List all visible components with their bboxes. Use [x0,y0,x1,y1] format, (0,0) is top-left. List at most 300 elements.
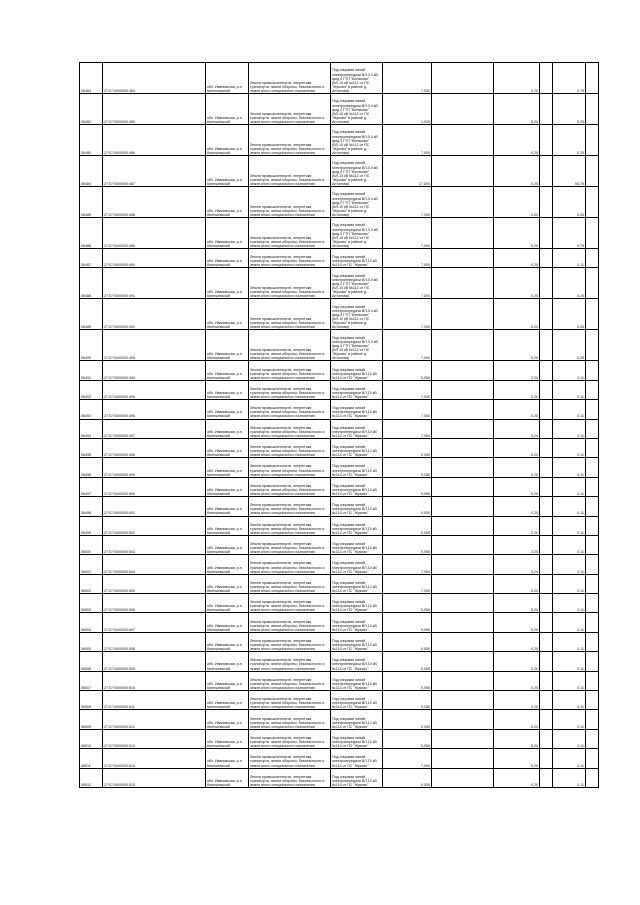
cadastral-number-cell: 27:07:0000000:488 [103,187,206,218]
blank-cell [540,419,553,438]
length-cell: 0,25 [553,94,586,125]
land-category-cell: Земли промышленности, энергетики, транспорта, земли обороны, безопасности и земли иного специального назначения [249,691,331,710]
parcel-number-cell: 06495 [80,438,103,457]
length-cell: 0,11 [553,710,586,729]
cadastral-number-cell: 27:07:0000000:495 [103,380,206,399]
address-cell: обл. Ивановская, р-н Кинешемский [206,632,249,651]
cadastral-number-cell: 27:07:0000000:509 [103,652,206,671]
area-cell: 0,050 [383,594,432,613]
cadastral-number-cell: 27:07:0000000:492 [103,299,206,330]
length-cell: 0,11 [553,671,586,690]
parcel-number-cell: 06499 [80,516,103,535]
parcel-number-cell: 06484 [80,63,103,94]
blank-cell [432,249,494,268]
blank-cell [586,652,599,671]
address-cell: обл. Ивановская, р-н Кинешемский [206,749,249,768]
blank-cell [540,187,553,218]
area-cell: 0,050 [383,671,432,690]
parcel-number-cell: 06497 [80,477,103,496]
cadastral-number-cell: 27:07:0000000:510 [103,671,206,690]
blank-cell [586,187,599,218]
address-cell: обл. Ивановская, р-н Кинешемский [206,419,249,438]
width-cell: 0,20 [494,652,540,671]
table-row [80,419,599,438]
parcel-number-cell: 06503 [80,594,103,613]
cadastral-number-cell: 27:07:0000000:500 [103,477,206,496]
length-cell: 0,11 [553,535,586,554]
area-cell: 7,000 [383,125,432,156]
address-cell: обл. Ивановская, р-н Кинешемский [206,613,249,632]
table-row [80,477,599,496]
width-cell: 0,20 [494,768,540,787]
length-cell: 0,11 [553,249,586,268]
land-category-cell: Земли промышленности, энергетики, транспорта, земли обороны, безопасности и земли иного специального назначения [249,400,331,419]
area-cell: 7,000 [383,749,432,768]
parcel-number-cell: 06494 [80,419,103,438]
blank-cell [540,156,553,187]
address-cell: обл. Ивановская, р-н Кинешемский [206,594,249,613]
parcel-number-cell: 06511 [80,749,103,768]
blank-cell [540,125,553,156]
land-category-cell: Земли промышленности, энергетики, транспорта, земли обороны, безопасности и земли иного специального назначения [249,477,331,496]
width-cell: 0,20 [494,419,540,438]
length-cell: 0,11 [553,477,586,496]
width-cell: 0,20 [494,380,540,399]
length-cell: 0,11 [553,594,586,613]
table-row [80,729,599,748]
parcel-number-cell: 06498 [80,497,103,516]
parcel-number-cell: 06510 [80,729,103,748]
blank-cell [540,299,553,330]
width-cell: 0,20 [494,729,540,748]
address-cell: обл. Ивановская, р-н Кинешемский [206,156,249,187]
object-description-cell: Под опорами линий электропередачи ВЛ-0,4 кВ фид.4 ГТП "Беляково" (ВЛ-10 кВ №112 от ПС "Жуково" в районе д. Антонова) [331,63,383,94]
area-cell: 0,050 [383,497,432,516]
table-body [80,63,599,788]
land-category-cell: Земли промышленности, энергетики, транспорта, земли обороны, безопасности и земли иного специального назначения [249,63,331,94]
blank-cell [586,710,599,729]
object-description-cell: Под опорами линий электропередачи ВЛ-10 кВ №114 от ПС "Жуково" [331,613,383,632]
land-category-cell: Земли промышленности, энергетики, транспорта, земли обороны, безопасности и земли иного специального назначения [249,249,331,268]
area-cell: 7,000 [383,218,432,249]
cadastral-number-cell: 27:07:0000000:508 [103,632,206,651]
blank-cell [586,299,599,330]
width-cell: 0,20 [494,63,540,94]
width-cell: 0,20 [494,555,540,574]
blank-cell [586,94,599,125]
blank-cell [540,535,553,554]
table-row [80,458,599,477]
land-category-cell: Земли промышленности, энергетики, транспорта, земли обороны, безопасности и земли иного специального назначения [249,768,331,787]
cadastral-number-cell: 27:07:0000000:515 [103,768,206,787]
length-cell: 54,75 [553,156,586,187]
address-cell: обл. Ивановская, р-н Кинешемский [206,710,249,729]
land-category-cell: Земли промышленности, энергетики, транспорта, земли обороны, безопасности и земли иного специального назначения [249,458,331,477]
object-description-cell: Под опорами линий электропередачи ВЛ-0,4 кВ фид.4 ГТП "Беляково" (ВЛ-10 кВ №112 от ПС "Жуково" в районе д. Антонова) [331,330,383,361]
width-cell: 0,20 [494,594,540,613]
parcel-number-cell: 06504 [80,613,103,632]
cadastral-number-cell: 27:07:0000000:507 [103,613,206,632]
blank-cell [540,768,553,787]
address-cell: обл. Ивановская, р-н Кинешемский [206,555,249,574]
land-category-cell: Земли промышленности, энергетики, транспорта, земли обороны, безопасности и земли иного специального назначения [249,156,331,187]
land-category-cell: Земли промышленности, энергетики, транспорта, земли обороны, безопасности и земли иного специального назначения [249,574,331,593]
land-register-table [79,62,599,788]
blank-cell [586,458,599,477]
object-description-cell: Под опорами линий электропередачи ВЛ-10 кВ №114 от ПС "Жуково" [331,458,383,477]
parcel-number-cell: 06491 [80,361,103,380]
blank-cell [432,94,494,125]
table-row [80,187,599,218]
object-description-cell: Под опорами линий электропередачи ВЛ-10 кВ №114 от ПС "Жуково" [331,400,383,419]
table-row [80,516,599,535]
blank-cell [540,63,553,94]
parcel-number-cell: 06488 [80,268,103,299]
length-cell: 0,11 [553,361,586,380]
cadastral-number-cell: 27:07:0000000:484 [103,63,206,94]
area-cell: 7,000 [383,380,432,399]
table-row [80,613,599,632]
blank-cell [540,361,553,380]
land-category-cell: Земли промышленности, энергетики, транспорта, земли обороны, безопасности и земли иного специального назначения [249,94,331,125]
object-description-cell: Под опорами линий электропередачи ВЛ-0,4 кВ фид.2 ГТП "Беляково" (ВЛ-10 кВ №112 от ПС "Жуково" в районе д. Антонова) [331,94,383,125]
area-cell: 7,000 [383,249,432,268]
parcel-number-cell: 06489 [80,299,103,330]
object-description-cell: Под опорами линий электропередачи ВЛ-10 кВ №114 от ПС "Жуково" [331,710,383,729]
object-description-cell: Под опорами линий электропередачи ВЛ-10 кВ №114 от ПС "Жуково" [331,768,383,787]
address-cell: обл. Ивановская, р-н Кинешемский [206,652,249,671]
cadastral-number-cell: 27:07:0000000:513 [103,729,206,748]
address-cell: обл. Ивановская, р-н Кинешемский [206,218,249,249]
table-row [80,652,599,671]
area-cell: 7,000 [383,400,432,419]
blank-cell [586,671,599,690]
length-cell: 0,25 [553,299,586,330]
blank-cell [432,594,494,613]
length-cell: 0,11 [553,574,586,593]
blank-cell [432,516,494,535]
length-cell: 0,11 [553,419,586,438]
address-cell: обл. Ивановская, р-н Кинешемский [206,268,249,299]
table-row [80,632,599,651]
area-cell: 7,000 [383,574,432,593]
address-cell: обл. Ивановская, р-н Кинешемский [206,330,249,361]
width-cell: 0,20 [494,749,540,768]
table-row [80,268,599,299]
land-category-cell: Земли промышленности, энергетики, транспорта, земли обороны, безопасности и земли иного специального назначения [249,632,331,651]
blank-cell [540,249,553,268]
cadastral-number-cell: 27:07:0000000:493 [103,330,206,361]
area-cell: 7,000 [383,63,432,94]
area-cell: 1,000 [383,94,432,125]
blank-cell [540,380,553,399]
area-cell: 7,000 [383,419,432,438]
table-row [80,249,599,268]
blank-cell [432,187,494,218]
blank-cell [432,458,494,477]
area-cell: 7,000 [383,330,432,361]
land-category-cell: Земли промышленности, энергетики, транспорта, земли обороны, безопасности и земли иного специального назначения [249,555,331,574]
cadastral-number-cell: 27:07:0000000:497 [103,419,206,438]
parcel-number-cell: 06512 [80,768,103,787]
blank-cell [586,361,599,380]
parcel-number-cell: 06508 [80,691,103,710]
blank-cell [540,330,553,361]
blank-cell [540,632,553,651]
width-cell: 0,20 [494,632,540,651]
area-cell: 0,050 [383,613,432,632]
cadastral-number-cell: 27:07:0000000:501 [103,497,206,516]
blank-cell [586,594,599,613]
blank-cell [432,380,494,399]
table-row [80,438,599,457]
address-cell: обл. Ивановская, р-н Кинешемский [206,458,249,477]
area-cell: 7,000 [383,555,432,574]
table-row [80,671,599,690]
parcel-number-cell: 06480 [80,125,103,156]
width-cell: 0,20 [494,574,540,593]
blank-cell [586,497,599,516]
blank-cell [540,477,553,496]
parcel-number-cell: 06496 [80,458,103,477]
width-cell: 0,20 [494,330,540,361]
table-row [80,768,599,787]
table-row [80,749,599,768]
object-description-cell: Под опорами линий электропередачи ВЛ-10 кВ №114 от ПС "Жуково" [331,535,383,554]
object-description-cell: Под опорами линий электропередачи ВЛ-10 кВ №114 от ПС "Жуково" [331,749,383,768]
area-cell: 7,000 [383,268,432,299]
length-cell: 0,11 [553,768,586,787]
blank-cell [586,125,599,156]
land-category-cell: Земли промышленности, энергетики, транспорта, земли обороны, безопасности и земли иного специального назначения [249,710,331,729]
address-cell: обл. Ивановская, р-н Кинешемский [206,400,249,419]
cadastral-number-cell: 27:07:0000000:499 [103,458,206,477]
object-description-cell: Под опорами линий электропередачи ВЛ-10 кВ №114 от ПС "Жуково" [331,477,383,496]
table-row [80,94,599,125]
parcel-number-cell: 06500 [80,535,103,554]
length-cell: 0,25 [553,330,586,361]
length-cell: 0,11 [553,691,586,710]
blank-cell [540,729,553,748]
area-cell: 0,050 [383,535,432,554]
blank-cell [432,574,494,593]
land-category-cell: Земли промышленности, энергетики, транспорта, земли обороны, безопасности и земли иного специального назначения [249,330,331,361]
table-row [80,497,599,516]
blank-cell [432,729,494,748]
blank-cell [586,477,599,496]
length-cell: 0,11 [553,749,586,768]
length-cell: 0,11 [553,400,586,419]
address-cell: обл. Ивановская, р-н Кинешемский [206,94,249,125]
blank-cell [432,555,494,574]
blank-cell [432,438,494,457]
address-cell: обл. Ивановская, р-н Кинешемский [206,125,249,156]
address-cell: обл. Ивановская, р-н Кинешемский [206,768,249,787]
parcel-number-cell: 06506 [80,652,103,671]
blank-cell [432,768,494,787]
address-cell: обл. Ивановская, р-н Кинешемский [206,63,249,94]
object-description-cell: Под опорами линий электропередачи ВЛ-10 кВ №114 от ПС "Жуково" [331,574,383,593]
blank-cell [586,330,599,361]
width-cell: 0,20 [494,268,540,299]
width-cell: 2,20 [494,516,540,535]
cadastral-number-cell: 27:07:0000000:498 [103,438,206,457]
land-category-cell: Земли промышленности, энергетики, транспорта, земли обороны, безопасности и земли иного специального назначения [249,419,331,438]
land-category-cell: Земли промышленности, энергетики, транспорта, земли обороны, безопасности и земли иного специального назначения [249,613,331,632]
object-description-cell: Под опорами линий электропередачи ВЛ-0,4 кВ фид.2 ГТП "Беляково" (ВЛ-10 кВ №112 от ПС "Жуково" в районе д. Антонова) [331,187,383,218]
land-category-cell: Земли промышленности, энергетики, транспорта, земли обороны, безопасности и земли иного специального назначения [249,594,331,613]
blank-cell [432,691,494,710]
object-description-cell: Под опорами линий электропередачи ВЛ-0,4 кВ фид.2 ГТП "Беляково" (ВЛ-10 кВ №112 от ПС "Жуково" в районе д. Антонова) [331,268,383,299]
parcel-number-cell: 06492 [80,380,103,399]
object-description-cell: Под опорами линий электропередачи ВЛ-10 кВ №114 от ПС "Жуково" [331,361,383,380]
blank-cell [586,613,599,632]
area-cell: 0,050 [383,632,432,651]
width-cell: 0,20 [494,613,540,632]
blank-cell [432,535,494,554]
cadastral-number-cell: 27:07:0000000:511 [103,691,206,710]
land-category-cell: Земли промышленности, энергетики, транспорта, земли обороны, безопасности и земли иного специального назначения [249,187,331,218]
blank-cell [540,574,553,593]
blank-cell [432,671,494,690]
table-row [80,535,599,554]
blank-cell [432,125,494,156]
blank-cell [540,438,553,457]
blank-cell [540,594,553,613]
parcel-number-cell: 06490 [80,330,103,361]
area-cell: 0,050 [383,361,432,380]
blank-cell [432,497,494,516]
blank-cell [540,497,553,516]
area-cell: 7,000 [383,187,432,218]
land-category-cell: Земли промышленности, энергетики, транспорта, земли обороны, безопасности и земли иного специального назначения [249,516,331,535]
blank-cell [586,438,599,457]
cadastral-number-cell: 27:07:0000000:491 [103,268,206,299]
table-row [80,299,599,330]
blank-cell [540,458,553,477]
blank-cell [586,555,599,574]
width-cell: 0,20 [494,156,540,187]
blank-cell [540,652,553,671]
object-description-cell: Под опорами линий электропередачи ВЛ-10 кВ №114 от ПС "Жуково" [331,497,383,516]
land-category-cell: Земли промышленности, энергетики, транспорта, земли обороны, безопасности и земли иного специального назначения [249,749,331,768]
address-cell: обл. Ивановская, р-н Кинешемский [206,574,249,593]
table-row [80,555,599,574]
blank-cell [540,268,553,299]
blank-cell [432,268,494,299]
blank-cell [586,535,599,554]
land-category-cell: Земли промышленности, энергетики, транспорта, земли обороны, безопасности и земли иного специального назначения [249,380,331,399]
blank-cell [432,477,494,496]
table-row [80,594,599,613]
parcel-number-cell: 06489 [80,187,103,218]
address-cell: обл. Ивановская, р-н Кинешемский [206,671,249,690]
object-description-cell: Под опорами линий электропередачи ВЛ-10 кВ №114 от ПС "Жуково" [331,516,383,535]
parcel-number-cell: 06502 [80,574,103,593]
parcel-number-cell: 06507 [80,671,103,690]
table-row [80,330,599,361]
object-description-cell: Под опорами линий электропередачи ВЛ-10 кВ №114 от ПС "Жуково" [331,555,383,574]
blank-cell [586,380,599,399]
parcel-number-cell: 06482 [80,94,103,125]
address-cell: обл. Ивановская, р-н Кинешемский [206,438,249,457]
blank-cell [586,249,599,268]
blank-cell [586,156,599,187]
parcel-number-cell: 06505 [80,632,103,651]
address-cell: обл. Ивановская, р-н Кинешемский [206,249,249,268]
blank-cell [432,63,494,94]
parcel-number-cell: 06487 [80,249,103,268]
length-cell: 0,11 [553,458,586,477]
area-cell: 0,050 [383,691,432,710]
object-description-cell: Под опорами линий электропередачи ВЛ-10 кВ №114 от ПС "Жуково" [331,691,383,710]
address-cell: обл. Ивановская, р-н Кинешемский [206,535,249,554]
blank-cell [432,156,494,187]
blank-cell [586,63,599,94]
blank-cell [540,400,553,419]
area-cell: 0,050 [383,710,432,729]
blank-cell [540,516,553,535]
blank-cell [432,400,494,419]
object-description-cell: Под опорами линий электропередачи ВЛ-10 кВ №114 от ПС "Жуково" [331,419,383,438]
width-cell: 0,20 [494,299,540,330]
table-row [80,361,599,380]
object-description-cell: Под опорами линий электропередачи ВЛ-10 кВ №114 от ПС "Жуково" [331,380,383,399]
cadastral-number-cell: 27:07:0000000:486 [103,125,206,156]
cadastral-number-cell: 27:07:0000000:490 [103,249,206,268]
blank-cell [586,574,599,593]
blank-cell [432,330,494,361]
cadastral-number-cell: 27:07:0000000:496 [103,400,206,419]
length-cell: 0,11 [553,613,586,632]
blank-cell [586,516,599,535]
length-cell: 0,11 [553,729,586,748]
blank-cell [540,555,553,574]
parcel-number-cell: 06509 [80,710,103,729]
blank-cell [586,632,599,651]
object-description-cell: Под опорами линий электропередачи ВЛ-10 кВ №114 от ПС "Жуково" [331,729,383,748]
blank-cell [586,749,599,768]
land-category-cell: Земли промышленности, энергетики, транспорта, земли обороны, безопасности и земли иного специального назначения [249,438,331,457]
cadastral-number-cell: 27:07:0000000:494 [103,361,206,380]
parcel-number-cell: 06493 [80,400,103,419]
blank-cell [540,613,553,632]
address-cell: обл. Ивановская, р-н Кинешемский [206,516,249,535]
blank-cell [432,749,494,768]
address-cell: обл. Ивановская, р-н Кинешемский [206,691,249,710]
length-cell: 0,25 [553,268,586,299]
length-cell: 0,75 [553,218,586,249]
width-cell: 2,20 [494,535,540,554]
address-cell: обл. Ивановская, р-н Кинешемский [206,477,249,496]
length-cell: 0,11 [553,438,586,457]
blank-cell [432,299,494,330]
blank-cell [540,671,553,690]
length-cell: 0,11 [553,497,586,516]
blank-cell [586,768,599,787]
area-cell: 0,050 [383,458,432,477]
land-category-cell: Земли промышленности, энергетики, транспорта, земли обороны, безопасности и земли иного специального назначения [249,218,331,249]
area-cell: 0,050 [383,768,432,787]
blank-cell [432,419,494,438]
object-description-cell: Под опорами линий электропередачи ВЛ-10 кВ №114 от ПС "Жуково" [331,652,383,671]
object-description-cell: Под опорами линий электропередачи ВЛ-10 кВ №114 от ПС "Жуково" [331,438,383,457]
cadastral-number-cell: 27:07:0000000:503 [103,535,206,554]
length-cell: 0,11 [553,555,586,574]
length-cell: 0,11 [553,632,586,651]
address-cell: обл. Ивановская, р-н Кинешемский [206,729,249,748]
blank-cell [540,691,553,710]
